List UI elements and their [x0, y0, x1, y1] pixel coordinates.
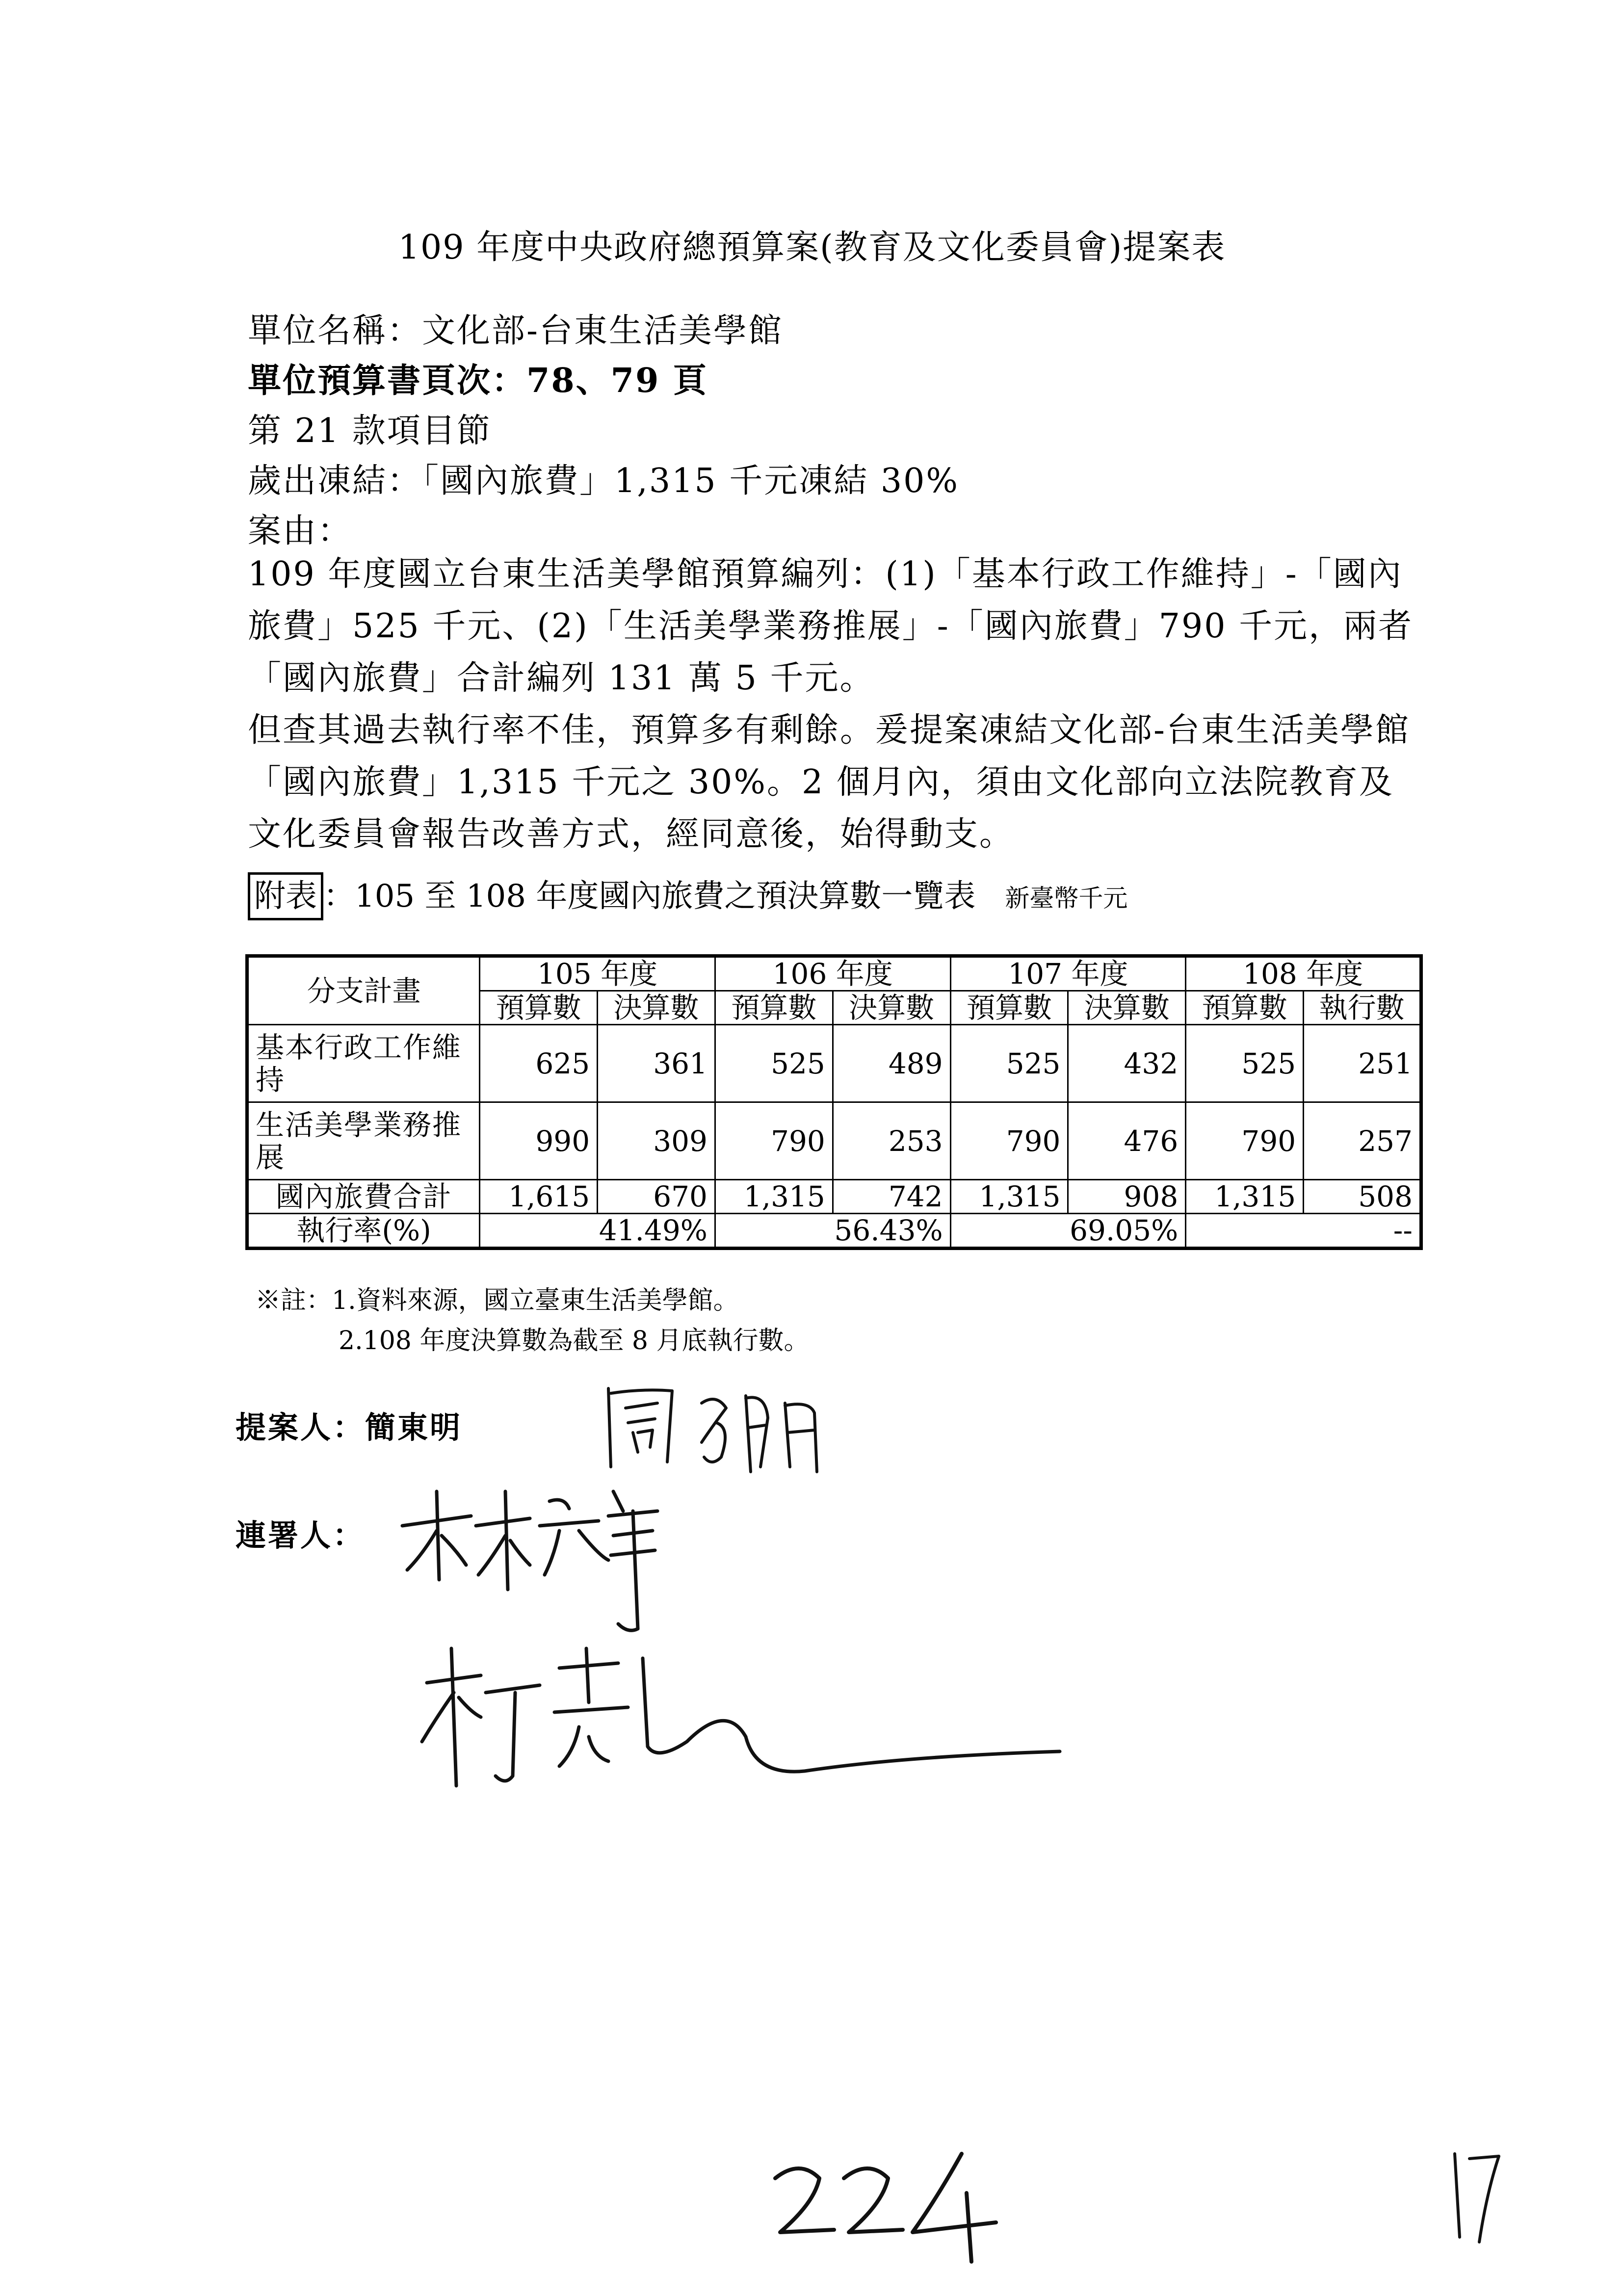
table-row — [247, 1102, 1421, 1180]
table-cell: 432 — [1068, 1025, 1186, 1102]
signature-cosigner-2 — [412, 1639, 1070, 1825]
table-cell: 790 — [950, 1102, 1068, 1180]
table-cell: 361 — [598, 1025, 715, 1102]
document-title: 109 年度中央政府總預算案(教育及文化委員會)提案表 — [398, 228, 1226, 267]
table-cell: 1,315 — [715, 1180, 833, 1214]
subhead: 決算數 — [598, 991, 715, 1025]
proposer-label: 提案人：簡東明 — [236, 1409, 463, 1445]
table-corner-header: 分支計畫 — [247, 956, 480, 1025]
table-cell: 1,315 — [1186, 1180, 1304, 1214]
row-label: 國內旅費合計 — [247, 1180, 480, 1214]
table-cell: 525 — [1186, 1025, 1304, 1102]
reason-paragraph-2: 但查其過去執行率不佳，預算多有剩餘。爰提案凍結文化部-台東生活美學館「國內旅費」1,315 千元之 30%。2 個月內，須由文化部向立法院教育及文化委員會報告改善方式，經同意後，始得動支。 — [248, 711, 1410, 854]
row-label: 基本行政工作維持 — [247, 1025, 480, 1102]
table-header-years — [247, 956, 1421, 991]
year-header: 108 年度 — [1186, 956, 1421, 991]
table-cell: 476 — [1068, 1102, 1186, 1180]
table-cell: 525 — [715, 1025, 833, 1102]
corner-number-handwritten — [1442, 2139, 1511, 2247]
rate-cell: 41.49% — [480, 1214, 715, 1249]
table-cell: 1,315 — [950, 1180, 1068, 1214]
table-cell: 790 — [715, 1102, 833, 1180]
cosigner-label: 連署人： — [236, 1517, 366, 1553]
rate-cell: 69.05% — [950, 1214, 1186, 1249]
table-cell: 625 — [480, 1025, 598, 1102]
unit-name: 單位名稱：文化部-台東生活美學館 — [248, 312, 783, 350]
freeze-statement: 歲出凍結：「國內旅費」1,315 千元凍結 30% — [248, 462, 960, 500]
table-cell: 309 — [598, 1102, 715, 1180]
annex-caption: ：105 至 108 年度國內旅費之預決算數一覽表 — [323, 878, 976, 914]
year-header: 105 年度 — [480, 956, 715, 991]
table-row — [247, 1025, 1421, 1102]
table-cell: 251 — [1304, 1025, 1421, 1102]
subhead: 預算數 — [715, 991, 833, 1025]
table-cell: 257 — [1304, 1102, 1421, 1180]
table-row-rate — [247, 1214, 1421, 1249]
annex-unit: 新臺幣千元 — [1005, 884, 1128, 913]
rate-cell: 56.43% — [715, 1214, 950, 1249]
reason-label: 案由： — [248, 512, 353, 550]
annex-heading — [248, 871, 1127, 920]
subhead: 執行數 — [1304, 991, 1421, 1025]
year-header: 107 年度 — [950, 956, 1186, 991]
table-cell: 908 — [1068, 1180, 1186, 1214]
annex-label: 附表 — [248, 872, 323, 920]
table-row-total — [247, 1180, 1421, 1214]
rate-cell: -- — [1186, 1214, 1421, 1249]
subhead: 決算數 — [833, 991, 950, 1025]
table-cell: 1,615 — [480, 1180, 598, 1214]
table-cell: 525 — [950, 1025, 1068, 1102]
table-cell: 670 — [598, 1180, 715, 1214]
page-number-handwritten — [765, 2139, 1011, 2267]
table-cell: 253 — [833, 1102, 950, 1180]
table-cell: 742 — [833, 1180, 950, 1214]
rate-label: 執行率(%) — [247, 1214, 480, 1249]
table-cell: 508 — [1304, 1180, 1421, 1214]
table-cell: 489 — [833, 1025, 950, 1102]
budget-pages: 單位預算書頁次：78、79 頁 — [248, 361, 708, 400]
budget-table — [245, 954, 1423, 1250]
section: 第 21 款項目節 — [248, 412, 492, 450]
signature-cosigner-1 — [393, 1482, 667, 1639]
year-header: 106 年度 — [715, 956, 950, 991]
row-label: 生活美學業務推展 — [247, 1102, 480, 1180]
table-cell: 990 — [480, 1102, 598, 1180]
subhead: 預算數 — [950, 991, 1068, 1025]
signature-proposer — [599, 1374, 829, 1482]
notes — [255, 1280, 810, 1361]
subhead: 預算數 — [480, 991, 598, 1025]
note-line-1: ※註：1.資料來源，國立臺東生活美學館。 — [255, 1286, 739, 1315]
reason-paragraph-1: 109 年度國立台東生活美學館預算編列：(1)「基本行政工作維持」-「國內旅費」525 千元、(2)「生活美學業務推展」-「國內旅費」790 千元，兩者「國內旅費」合計編列 131 萬 5 千元。 — [248, 555, 1414, 698]
table-cell: 790 — [1186, 1102, 1304, 1180]
reason-body — [248, 548, 1420, 861]
note-line-2: 2.108 年度決算數為截至 8 月底執行數。 — [339, 1326, 810, 1356]
subhead: 預算數 — [1186, 991, 1304, 1025]
subhead: 決算數 — [1068, 991, 1186, 1025]
